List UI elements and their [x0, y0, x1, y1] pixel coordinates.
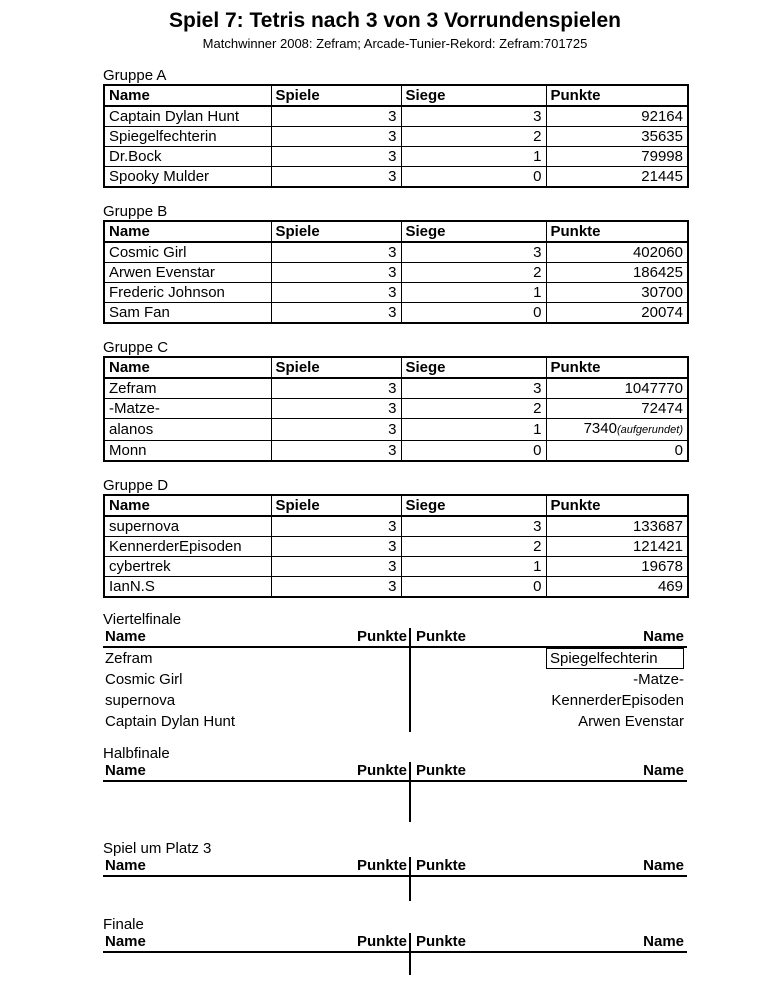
group-header-row [104, 85, 688, 106]
bracket-rows [103, 953, 687, 975]
table-row [104, 242, 688, 263]
column-header-name: Name [104, 85, 271, 106]
table-row [104, 516, 688, 537]
bracket-rows [103, 648, 687, 732]
column-header-name-right: Name [643, 857, 684, 874]
bracket-row [103, 648, 687, 669]
player-name: Frederic Johnson [104, 283, 271, 303]
punkte-number: 7340 [583, 420, 617, 437]
punkte-value: 133687 [546, 516, 688, 537]
siege-value: 3 [401, 516, 546, 537]
group-label: Gruppe D [103, 477, 169, 494]
player-name: alanos [104, 419, 271, 441]
right-player-name: KennerderEpisoden [551, 692, 684, 709]
bracket-row [103, 690, 687, 711]
punkte-value: 186425 [546, 263, 688, 283]
siege-value: 2 [401, 127, 546, 147]
table-row [104, 283, 688, 303]
spiele-value: 3 [271, 283, 401, 303]
siege-value: 1 [401, 147, 546, 167]
group-label: Gruppe B [103, 203, 168, 220]
group-label: Gruppe A [103, 67, 167, 84]
table-row [104, 127, 688, 147]
column-header-name: Name [104, 357, 271, 378]
bracket-label: Spiel um Platz 3 [103, 840, 212, 857]
column-header-spiele: Spiele [271, 221, 401, 242]
bracket-label: Halbfinale [103, 745, 170, 762]
spiele-value: 3 [271, 378, 401, 399]
bracket-divider [409, 933, 411, 975]
spiele-value: 3 [271, 263, 401, 283]
column-header-name-left: Name [105, 628, 146, 645]
bracket-rows [103, 877, 687, 901]
page-title: Spiel 7: Tetris nach 3 von 3 Vorrundenspielen [168, 9, 621, 32]
player-name: -Matze- [104, 399, 271, 419]
spiele-value: 3 [271, 106, 401, 127]
siege-value: 0 [401, 167, 546, 188]
table-row [104, 106, 688, 127]
column-header-siege: Siege [401, 85, 546, 106]
bracket-header [103, 933, 687, 953]
table-row [104, 537, 688, 557]
player-name: Spooky Mulder [104, 167, 271, 188]
page-content [103, 0, 687, 975]
siege-value: 1 [401, 557, 546, 577]
spiele-value: 3 [271, 537, 401, 557]
column-header-name-left: Name [105, 762, 146, 779]
siege-value: 3 [401, 106, 546, 127]
column-header-punkte-right: Punkte [416, 857, 467, 874]
punkte-value: 19678 [546, 557, 688, 577]
right-player-name: -Matze- [633, 671, 684, 688]
column-header-siege: Siege [401, 221, 546, 242]
punkte-value: 79998 [546, 147, 688, 167]
spiele-value: 3 [271, 419, 401, 441]
table-row [104, 419, 688, 441]
column-header-punkte: Punkte [546, 357, 688, 378]
bracket-row [103, 711, 687, 732]
column-header-punkte-right: Punkte [416, 762, 467, 779]
bracket-section-spiel-um-platz-3 [103, 840, 687, 901]
siege-value: 2 [401, 399, 546, 419]
column-header-spiele: Spiele [271, 357, 401, 378]
group-header-row [104, 221, 688, 242]
column-header-punkte: Punkte [546, 85, 688, 106]
siege-value: 1 [401, 283, 546, 303]
left-player-name: Cosmic Girl [105, 671, 183, 688]
player-name: Dr.Bock [104, 147, 271, 167]
table-row [104, 399, 688, 419]
siege-value: 0 [401, 577, 546, 598]
bracket-label: Finale [103, 916, 144, 933]
column-header-name: Name [104, 221, 271, 242]
left-player-name: supernova [105, 692, 176, 709]
left-player-name: Zefram [105, 650, 153, 667]
right-player-cell [409, 648, 687, 669]
spiele-value: 3 [271, 167, 401, 188]
bracket-header [103, 628, 687, 648]
column-header-punkte: Punkte [546, 221, 688, 242]
column-header-punkte-right: Punkte [416, 933, 467, 950]
bracket-row [103, 669, 687, 690]
punkte-value: 0 [546, 441, 688, 462]
punkte-value: 20074 [546, 303, 688, 324]
player-name: Cosmic Girl [104, 242, 271, 263]
bracket-header [103, 762, 687, 782]
punkte-value: 121421 [546, 537, 688, 557]
group-table [103, 220, 689, 324]
player-name: cybertrek [104, 557, 271, 577]
table-row [104, 557, 688, 577]
column-header-punkte-left: Punkte [356, 857, 407, 874]
spiele-value: 3 [271, 303, 401, 324]
bracket-header [103, 857, 687, 877]
bracket-rows [103, 782, 687, 822]
siege-value: 1 [401, 419, 546, 441]
spiele-value: 3 [271, 242, 401, 263]
left-player-name: Captain Dylan Hunt [105, 713, 236, 730]
punkte-value: 21445 [546, 167, 688, 188]
bracket-section-viertelfinale [103, 611, 687, 732]
group-section-b [103, 203, 687, 324]
column-header-punkte-left: Punkte [356, 933, 407, 950]
right-name-input[interactable]: Spiegelfechterin [546, 648, 684, 669]
column-header-name-left: Name [105, 857, 146, 874]
column-header-name-right: Name [643, 933, 684, 950]
punkte-value: 30700 [546, 283, 688, 303]
group-table [103, 356, 689, 462]
table-row [104, 577, 688, 598]
column-header-siege: Siege [401, 495, 546, 516]
siege-value: 2 [401, 263, 546, 283]
table-row [104, 167, 688, 188]
punkte-note: (aufgerundet) [616, 424, 683, 436]
table-row [104, 378, 688, 399]
player-name: Captain Dylan Hunt [104, 106, 271, 127]
player-name: Spiegelfechterin [104, 127, 271, 147]
table-row [104, 147, 688, 167]
player-name: Sam Fan [104, 303, 271, 324]
column-header-name-left: Name [105, 933, 146, 950]
bracket-label: Viertelfinale [103, 611, 182, 628]
punkte-value: 469 [546, 577, 688, 598]
siege-value: 2 [401, 537, 546, 557]
page-subtitle: Matchwinner 2008: Zefram; Arcade-Tunier-Rekord: Zefram:701725 [202, 36, 588, 51]
spiele-value: 3 [271, 399, 401, 419]
punkte-value: 35635 [546, 127, 688, 147]
table-row [104, 263, 688, 283]
group-section-a [103, 67, 687, 188]
column-header-siege: Siege [401, 357, 546, 378]
bracket-divider [409, 762, 411, 822]
group-section-d [103, 477, 687, 598]
bracket-section-halbfinale [103, 745, 687, 822]
bracket-section-finale [103, 916, 687, 975]
column-header-punkte: Punkte [546, 495, 688, 516]
punkte-value: 92164 [546, 106, 688, 127]
siege-value: 3 [401, 242, 546, 263]
column-header-punkte-left: Punkte [356, 762, 407, 779]
column-header-punkte-right: Punkte [416, 628, 467, 645]
group-table [103, 84, 689, 188]
player-name: IanN.S [104, 577, 271, 598]
spiele-value: 3 [271, 516, 401, 537]
bracket-divider [409, 857, 411, 901]
spiele-value: 3 [271, 127, 401, 147]
player-name: KennerderEpisoden [104, 537, 271, 557]
punkte-value: 72474 [546, 399, 688, 419]
column-header-spiele: Spiele [271, 495, 401, 516]
player-name: Arwen Evenstar [104, 263, 271, 283]
column-header-punkte-left: Punkte [356, 628, 407, 645]
group-header-row [104, 495, 688, 516]
group-label: Gruppe C [103, 339, 169, 356]
column-header-spiele: Spiele [271, 85, 401, 106]
punkte-value: 1047770 [546, 378, 688, 399]
bracket-divider [409, 628, 411, 732]
group-table [103, 494, 689, 598]
table-row [104, 441, 688, 462]
column-header-name: Name [104, 495, 271, 516]
group-section-c [103, 339, 687, 462]
column-header-name-right: Name [643, 762, 684, 779]
punkte-value: 402060 [546, 242, 688, 263]
spiele-value: 3 [271, 577, 401, 598]
player-name: Monn [104, 441, 271, 462]
player-name: supernova [104, 516, 271, 537]
siege-value: 0 [401, 303, 546, 324]
spiele-value: 3 [271, 441, 401, 462]
group-header-row [104, 357, 688, 378]
right-player-name: Arwen Evenstar [578, 713, 684, 730]
spiele-value: 3 [271, 147, 401, 167]
siege-value: 3 [401, 378, 546, 399]
table-row [104, 303, 688, 324]
punkte-value [546, 419, 688, 441]
column-header-name-right: Name [643, 628, 684, 645]
spiele-value: 3 [271, 557, 401, 577]
player-name: Zefram [104, 378, 271, 399]
siege-value: 0 [401, 441, 546, 462]
